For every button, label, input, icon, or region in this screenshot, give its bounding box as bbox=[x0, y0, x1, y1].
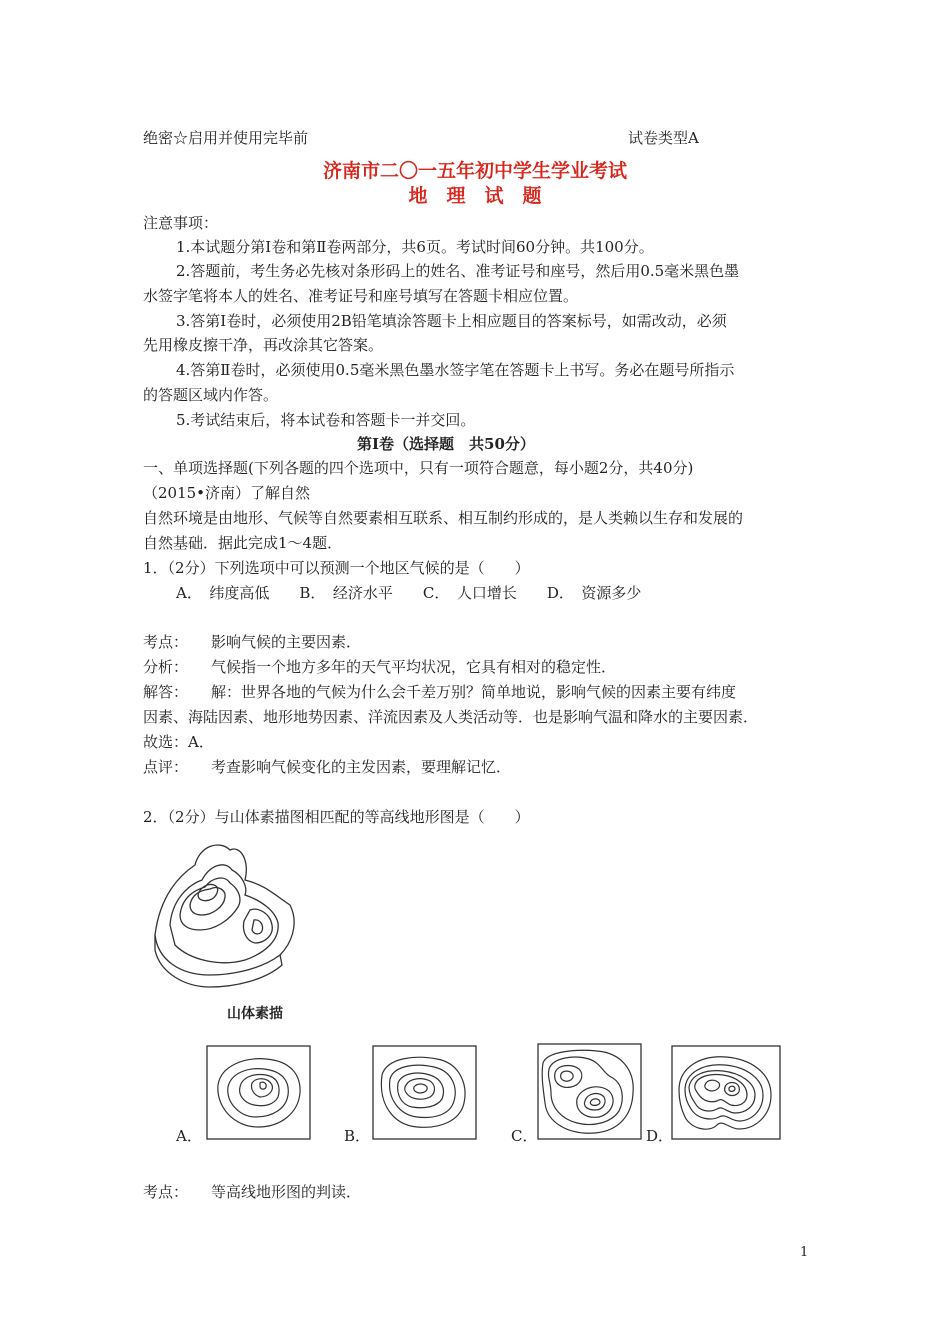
exam-title: 济南市二〇一五年初中学生学业考试 bbox=[322, 160, 627, 182]
q1-answer: 故选：A． bbox=[143, 733, 214, 751]
notice-item-3: 3.答第Ⅰ卷时，必须使用2B铅笔填涂答题卡上相应题目的答案标号，如需改动，必须 bbox=[176, 312, 727, 330]
option-c-label: C． bbox=[511, 1127, 538, 1145]
confidential-label: 绝密☆启用并使用完毕前 bbox=[143, 129, 309, 147]
notice-item-1: 1.本试题分第Ⅰ卷和第Ⅱ卷两部分，共6页。考试时间60分钟。共100分。 bbox=[176, 238, 654, 256]
notice-item-2-cont: 水签字笔将本人的姓名、准考证号和座号填写在答题卡相应位置。 bbox=[143, 287, 579, 305]
q1-stem: 1．（2分）下列选项中可以预测一个地区气候的是（ ） bbox=[143, 559, 530, 577]
q1-kaodian: 影响气候的主要因素． bbox=[211, 633, 362, 651]
section-1-instruction: 一、单项选择题(下列各题的四个选项中，只有一项符合题意，每小题2分，共40分) bbox=[143, 459, 694, 477]
q1-dianping: 考查影响气候变化的主发因素，要理解记忆． bbox=[211, 758, 512, 776]
q2-kaodian-label: 考点： bbox=[143, 1183, 189, 1201]
contour-map-c-image bbox=[537, 1043, 642, 1140]
intro-text-cont: 自然基础．据此完成1～4题． bbox=[143, 534, 343, 552]
notice-item-3-cont: 先用橡皮擦干净，再改涂其它答案。 bbox=[143, 336, 384, 354]
q1-jieda-cont: 因素、海陆因素、地形地势因素、洋流因素及人类活动等．也是影响气温和降水的主要因素． bbox=[143, 708, 759, 726]
sketch-caption: 山体素描 bbox=[227, 1006, 283, 1022]
mountain-sketch-image bbox=[150, 835, 310, 995]
option-b-label: B． bbox=[344, 1127, 371, 1145]
q1-fenxi-label: 分析： bbox=[143, 658, 189, 676]
q1-jieda-label: 解答： bbox=[143, 683, 189, 701]
notice-heading: 注意事项： bbox=[143, 214, 219, 232]
notice-item-5: 5.考试结束后，将本试卷和答题卡一并交回。 bbox=[176, 411, 476, 429]
section-1-title: 第Ⅰ卷（选择题 共50分） bbox=[357, 435, 535, 453]
question-source: （2015•济南）了解自然 bbox=[143, 484, 311, 502]
q1-fenxi: 气候指一个地方多年的天气平均状况，它具有相对的稳定性． bbox=[211, 658, 617, 676]
page-number: 1 bbox=[800, 1245, 809, 1260]
q1-kaodian-label: 考点： bbox=[143, 633, 189, 651]
contour-map-a-image bbox=[206, 1045, 311, 1140]
q1-options: A． 纬度高低 B． 经济水平 C． 人口增长 D． 资源多少 bbox=[176, 584, 642, 602]
q1-jieda: 解：世界各地的气候为什么会千差万别？简单地说，影响气候的因素主要有纬度 bbox=[211, 683, 737, 701]
q1-dianping-label: 点评： bbox=[143, 758, 189, 776]
subject-title: 地 理 试 题 bbox=[408, 185, 542, 207]
contour-map-d-image bbox=[671, 1045, 781, 1140]
intro-text: 自然环境是由地形、气候等自然要素相互联系、相互制约形成的，是人类赖以生存和发展的 bbox=[143, 509, 744, 527]
contour-map-b-image bbox=[372, 1045, 477, 1140]
paper-type-label: 试卷类型A bbox=[628, 129, 699, 147]
notice-item-4-cont: 的答题区域内作答。 bbox=[143, 386, 279, 404]
notice-item-4: 4.答第Ⅱ卷时，必须使用0.5毫米黑色墨水签字笔在答题卡上书写。务必在题号所指示 bbox=[176, 361, 735, 379]
notice-item-2: 2.答题前，考生务必先核对条形码上的姓名、准考证号和座号，然后用0.5毫米黑色墨 bbox=[176, 262, 740, 280]
option-d-label: D． bbox=[646, 1127, 674, 1145]
q2-kaodian: 等高线地形图的判读． bbox=[211, 1183, 362, 1201]
q2-stem: 2．（2分）与山体素描图相匹配的等高线地形图是（ ） bbox=[143, 808, 530, 826]
option-a-label: A． bbox=[176, 1127, 202, 1145]
